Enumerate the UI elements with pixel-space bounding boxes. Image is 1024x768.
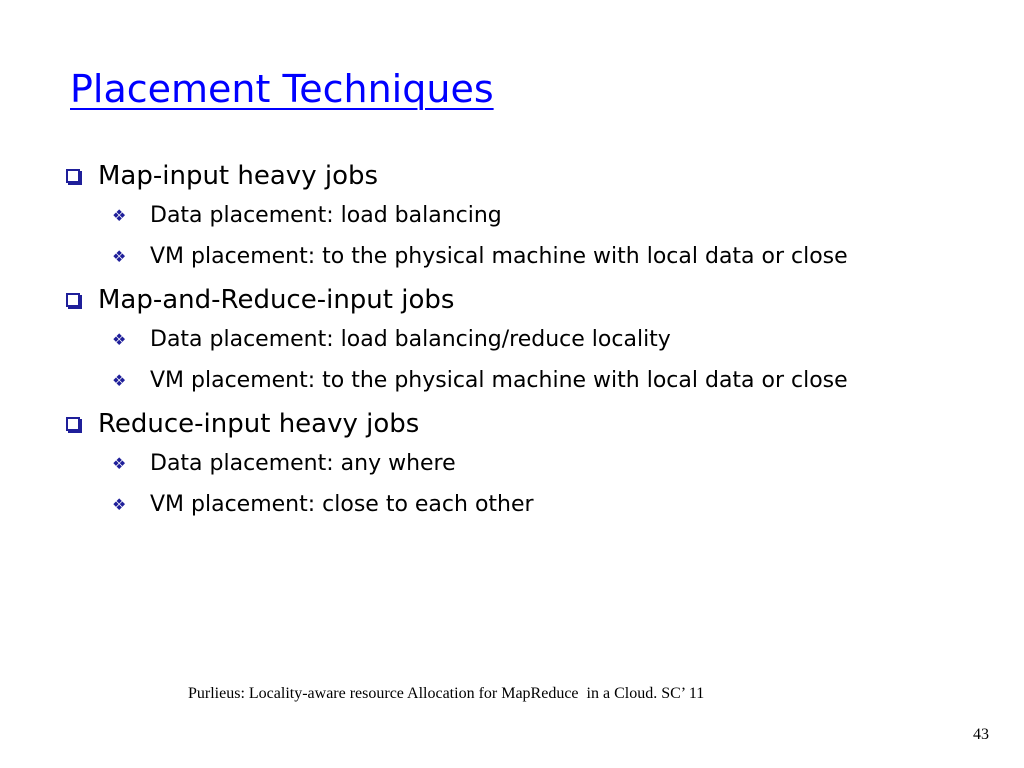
bullet-item-reduce-input-heavy-jobs xyxy=(66,405,966,443)
sub-bullet-item xyxy=(66,447,966,481)
sub-bullet-item xyxy=(66,199,966,233)
four-diamond-bullet-icon: ❖ xyxy=(112,330,127,349)
sub-bullet-text: Data placement: any where xyxy=(150,451,456,476)
four-diamond-bullet-icon: ❖ xyxy=(112,495,127,514)
footer-citation: Purlieus: Locality-aware resource Allocation for MapReduce in a Cloud. SC’ 11 xyxy=(188,685,705,702)
sub-bullet-item xyxy=(66,323,966,357)
four-diamond-bullet-icon: ❖ xyxy=(112,247,127,266)
four-diamond-bullet-icon: ❖ xyxy=(112,206,127,225)
slide-content xyxy=(66,157,966,529)
bullet-text: Map-input heavy jobs xyxy=(98,161,379,191)
hollow-square-bullet-icon xyxy=(66,293,80,307)
four-diamond-bullet-icon: ❖ xyxy=(112,454,127,473)
bullet-text: Map-and-Reduce-input jobs xyxy=(98,285,455,315)
sub-bullet-text: VM placement: close to each other xyxy=(150,492,534,517)
sub-bullet-text: VM placement: to the physical machine with local data or close xyxy=(150,368,848,393)
sub-bullet-text: Data placement: load balancing xyxy=(150,203,502,228)
sub-bullet-item xyxy=(66,488,966,522)
sub-bullet-text: Data placement: load balancing/reduce locality xyxy=(150,327,671,352)
bullet-item-map-input-heavy-jobs xyxy=(66,157,966,195)
sub-bullet-item xyxy=(66,364,966,398)
sub-bullet-text: VM placement: to the physical machine with local data or close xyxy=(150,244,848,269)
four-diamond-bullet-icon: ❖ xyxy=(112,371,127,390)
hollow-square-bullet-icon xyxy=(66,417,80,431)
bullet-text: Reduce-input heavy jobs xyxy=(98,409,420,439)
bullet-item-map-and-reduce-input-jobs xyxy=(66,281,966,319)
sub-bullet-item xyxy=(66,240,966,274)
slide-title: Placement Techniques xyxy=(70,67,494,111)
page-number: 43 xyxy=(973,726,989,743)
hollow-square-bullet-icon xyxy=(66,169,80,183)
